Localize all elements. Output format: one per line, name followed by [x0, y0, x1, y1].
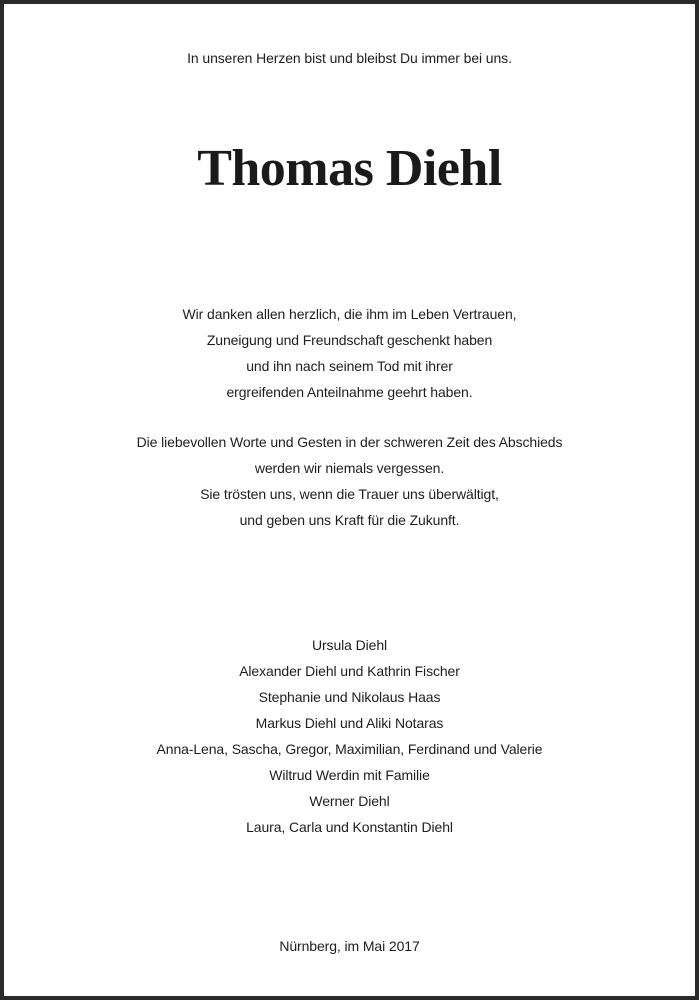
thanks-line: und ihn nach seinem Tod mit ihrer: [246, 358, 453, 374]
family-member: Wiltrud Werdin mit Familie: [269, 767, 430, 783]
thanks-paragraph: [4, 301, 695, 405]
thanks-line: Wir danken allen herzlich, die ihm im Leben Vertrauen,: [182, 306, 517, 322]
thanks-line: Zuneigung und Freundschaft geschenkt haben: [206, 332, 493, 348]
deceased-name: Thomas Diehl: [197, 140, 502, 197]
place-date: Nürnberg, im Mai 2017: [279, 938, 420, 954]
family-member: Ursula Diehl: [311, 637, 388, 653]
family-member: Stephanie und Nikolaus Haas: [258, 689, 441, 705]
family-member: Werner Diehl: [309, 793, 390, 809]
family-member: Laura, Carla und Konstantin Diehl: [246, 819, 453, 835]
thanks-line: ergreifenden Anteilnahme geehrt haben.: [226, 384, 473, 400]
family-member: Anna-Lena, Sascha, Gregor, Maximilian, Ferdinand und Valerie: [156, 741, 543, 757]
family-member: Markus Diehl und Aliki Notaras: [255, 715, 444, 731]
words-line: Sie trösten uns, wenn die Trauer uns überwältigt,: [200, 486, 499, 502]
words-line: und geben uns Kraft für die Zukunft.: [239, 512, 460, 528]
family-list: [4, 632, 695, 840]
words-line: werden wir niemals vergessen.: [254, 460, 445, 476]
words-line: Die liebevollen Worte und Gesten in der schweren Zeit des Abschieds: [136, 434, 563, 450]
family-member: Alexander Diehl und Kathrin Fischer: [239, 663, 460, 679]
motto: In unseren Herzen bist und bleibst Du immer bei uns.: [187, 50, 512, 66]
words-paragraph: [4, 429, 695, 533]
